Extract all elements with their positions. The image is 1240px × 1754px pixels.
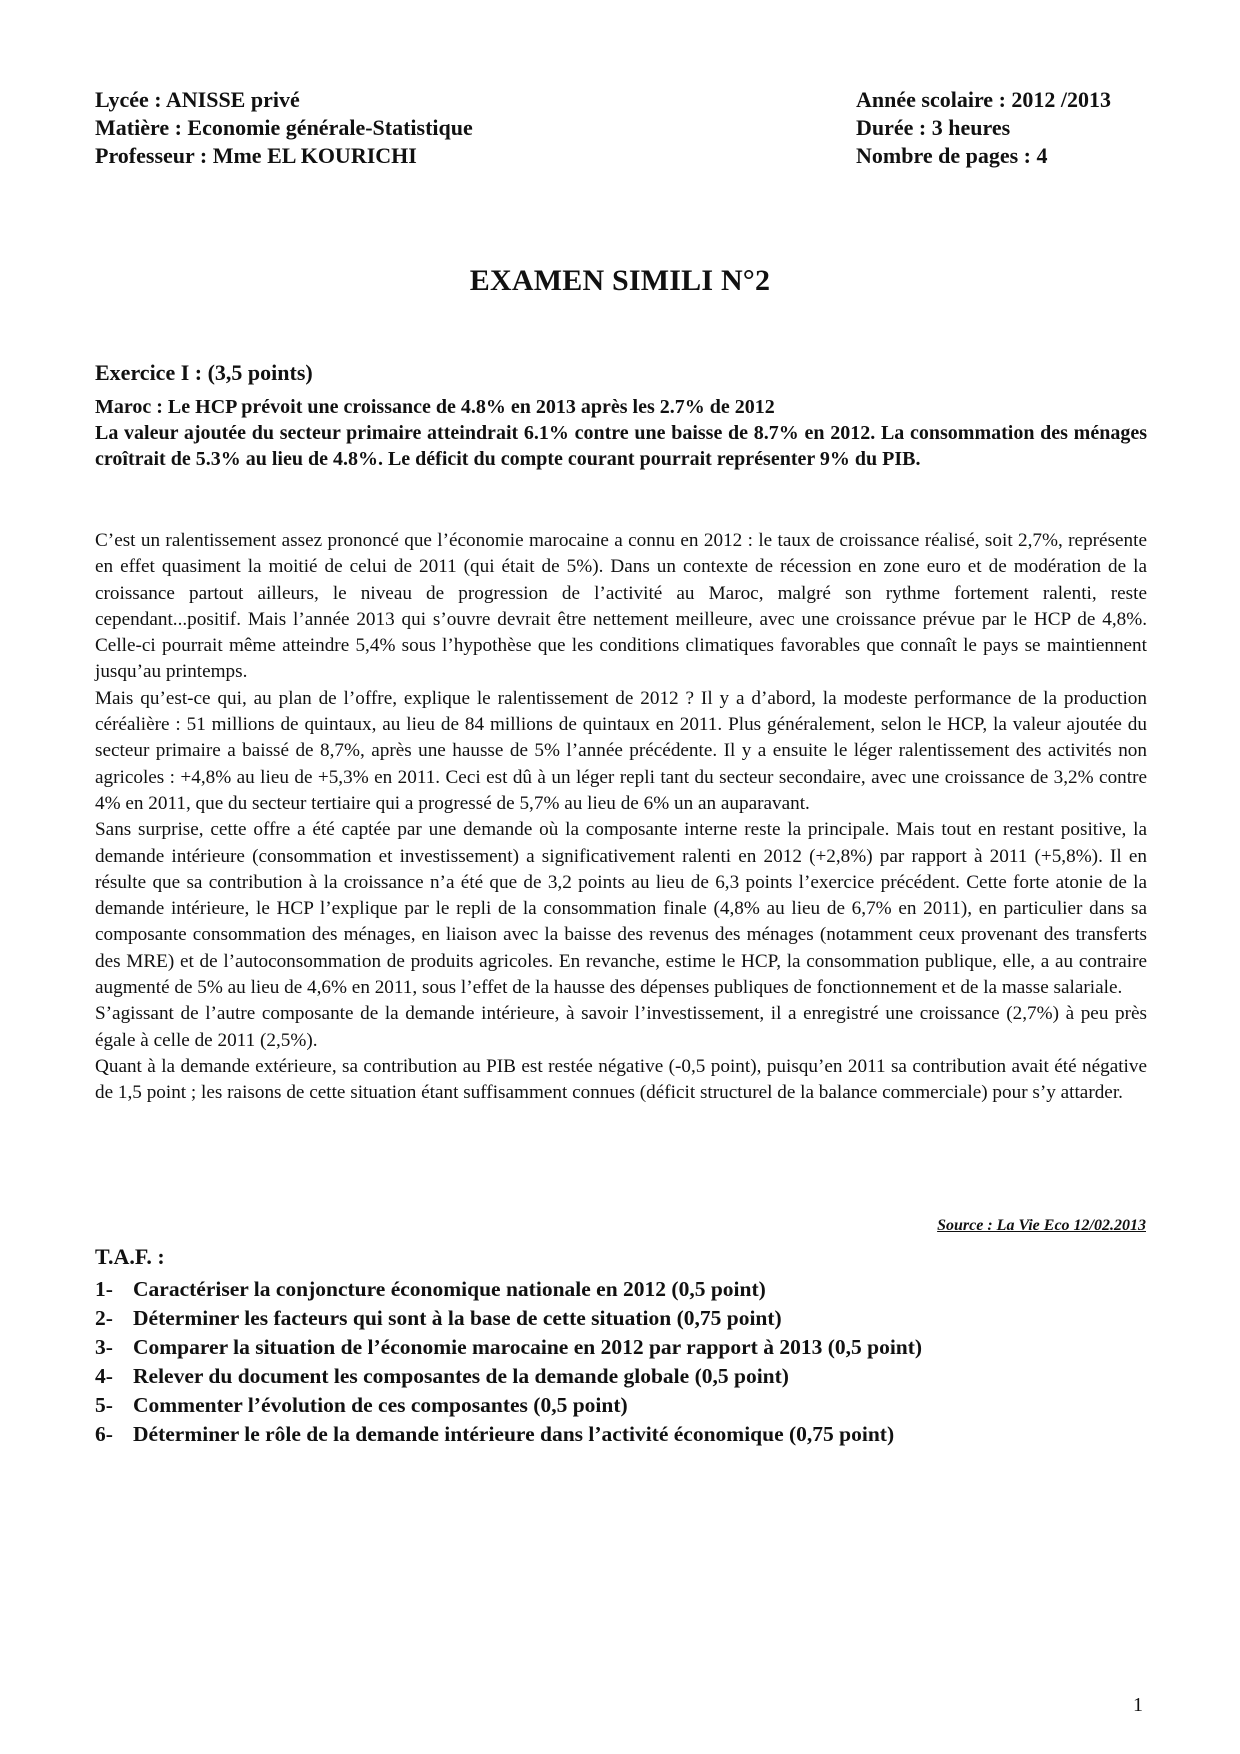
question-text: Comparer la situation de l’économie marocaine en 2012 par rapport à 2013 (0,5 point) — [133, 1335, 923, 1359]
question-item — [95, 1333, 1155, 1362]
taf-heading: T.A.F. : — [95, 1244, 165, 1269]
question-item — [95, 1420, 1155, 1449]
headline-line-2: La valeur ajoutée du secteur primaire atteindrait 6.1% contre une baisse de 8.7% en 2012. La consommation des ménages croîtrait de 5.3% au lieu de 4.8%. Le déficit du compte courant pourrait représenter 9% du PIB. — [95, 422, 1147, 470]
question-number: 2- — [95, 1306, 113, 1330]
page-number: 1 — [1133, 1694, 1143, 1716]
duration-line: Durée : 3 heures — [856, 115, 1011, 140]
subject-line: Matière : Economie générale-Statistique — [95, 115, 473, 140]
article-paragraph-2: Mais qu’est-ce qui, au plan de l’offre, explique le ralentissement de 2012 ? Il y a d’abord, la modeste performance de la production céréalière : 51 millions de quintaux, au lieu de 84 millions de quintaux en 2011. Plus généralement, selon le HCP, la valeur ajoutée du secteur primaire a baissé de 8,7%, après une hausse de 5% l’année précédente. Il y a ensuite le léger ralentissement des activités non agricoles : +4,8% au lieu de +5,3% en 2011. Ceci est dû à un léger repli tant du secteur secondaire, avec une croissance de 3,2% contre 4% en 2011, que du secteur tertiaire qui a progressé de 5,7% au lieu de 6% un an auparavant. — [95, 687, 1147, 814]
page-count-line: Nombre de pages : 4 — [856, 143, 1048, 168]
school-year-line: Année scolaire : 2012 /2013 — [856, 87, 1112, 112]
exercise-title: Exercice I : (3,5 points) — [95, 360, 313, 385]
question-number: 5- — [95, 1393, 113, 1417]
question-text: Déterminer les facteurs qui sont à la base de cette situation (0,75 point) — [133, 1306, 782, 1330]
article-body — [95, 528, 1147, 1107]
header-right — [856, 86, 1111, 170]
question-number: 3- — [95, 1335, 113, 1359]
question-number: 4- — [95, 1364, 113, 1388]
headline-line-1: Maroc : Le HCP prévoit une croissance de 4.8% en 2013 après les 2.7% de 2012 — [95, 396, 775, 418]
article-paragraph-3: Sans surprise, cette offre a été captée par une demande où la composante interne reste la principale. Mais tout en restant positive, la demande intérieure (consommation et investissement) a significativement ralenti en 2012 (+2,8%) par rapport à 2011 (+5,8%). Il en résulte que sa contribution à la croissance n’a été que de 3,2 points au lieu de 6,3 points l’exercice précédent. Cette forte atonie de la demande intérieure, le HCP l’explique par le repli de la consommation finale (4,8% au lieu de 6,7% en 2011), en particulier dans sa composante consommation des ménages, en liaison avec la baisse des revenus des ménages (notamment ceux provenant des transferts des MRE) et de l’autoconsommation de produits agricoles. En revanche, estime le HCP, la consommation publique, elle, a au contraire augmenté de 5% au lieu de 4,6% en 2011, sous l’effet de la hausse des dépenses publiques de fonctionnement et de la masse salariale. — [95, 819, 1147, 999]
question-text: Déterminer le rôle de la demande intérieure dans l’activité économique (0,75 point) — [133, 1422, 895, 1446]
question-item — [95, 1275, 1155, 1304]
question-item — [95, 1304, 1155, 1333]
question-text: Caractériser la conjoncture économique nationale en 2012 (0,5 point) — [133, 1277, 766, 1301]
question-number: 6- — [95, 1422, 113, 1446]
article-paragraph-5: Quant à la demande extérieure, sa contribution au PIB est restée négative (-0,5 point), puisqu’en 2011 sa contribution avait été négative de 1,5 point ; les raisons de cette situation étant suffisamment connues (déficit structurel de la balance commerciale) pour s’y attarder. — [95, 1055, 1147, 1104]
article-paragraph-1: C’est un ralentissement assez prononcé que l’économie marocaine a connu en 2012 : le taux de croissance réalisé, soit 2,7%, représente en effet quasiment la moitié de celui de 2011 (qui était de 5%). Dans un contexte de récession en zone euro et de modération de la croissance partout ailleurs, le niveau de progression de l’activité au Maroc, malgré son rythme fortement ralenti, reste cependant...positif. Mais l’année 2013 qui s’ouvre devrait être nettement meilleure, avec une croissance prévue par le HCP de 4,8%. Celle-ci pourrait même atteindre 5,4% sous l’hypothèse que les conditions climatiques favorables que connaît le pays se maintiennent jusqu’au printemps. — [95, 530, 1147, 683]
article-paragraph-4: S’agissant de l’autre composante de la demande intérieure, à savoir l’investissement, il a enregistré une croissance (2,7%) à peu près égale à celle de 2011 (2,5%). — [95, 1003, 1147, 1051]
question-text: Relever du document les composantes de la demande globale (0,5 point) — [133, 1364, 789, 1388]
exam-title: EXAMEN SIMILI N°2 — [469, 264, 771, 297]
question-list — [95, 1275, 1155, 1449]
question-item — [95, 1391, 1155, 1420]
article-headline — [95, 394, 1147, 472]
header-left — [95, 86, 473, 170]
school-line: Lycée : ANISSE privé — [95, 87, 300, 112]
question-item — [95, 1362, 1155, 1391]
question-number: 1- — [95, 1277, 113, 1301]
source-citation: Source : La Vie Eco 12/02.2013 — [937, 1217, 1146, 1234]
teacher-line: Professeur : Mme EL KOURICHI — [95, 143, 417, 168]
question-text: Commenter l’évolution de ces composantes (0,5 point) — [133, 1393, 628, 1417]
